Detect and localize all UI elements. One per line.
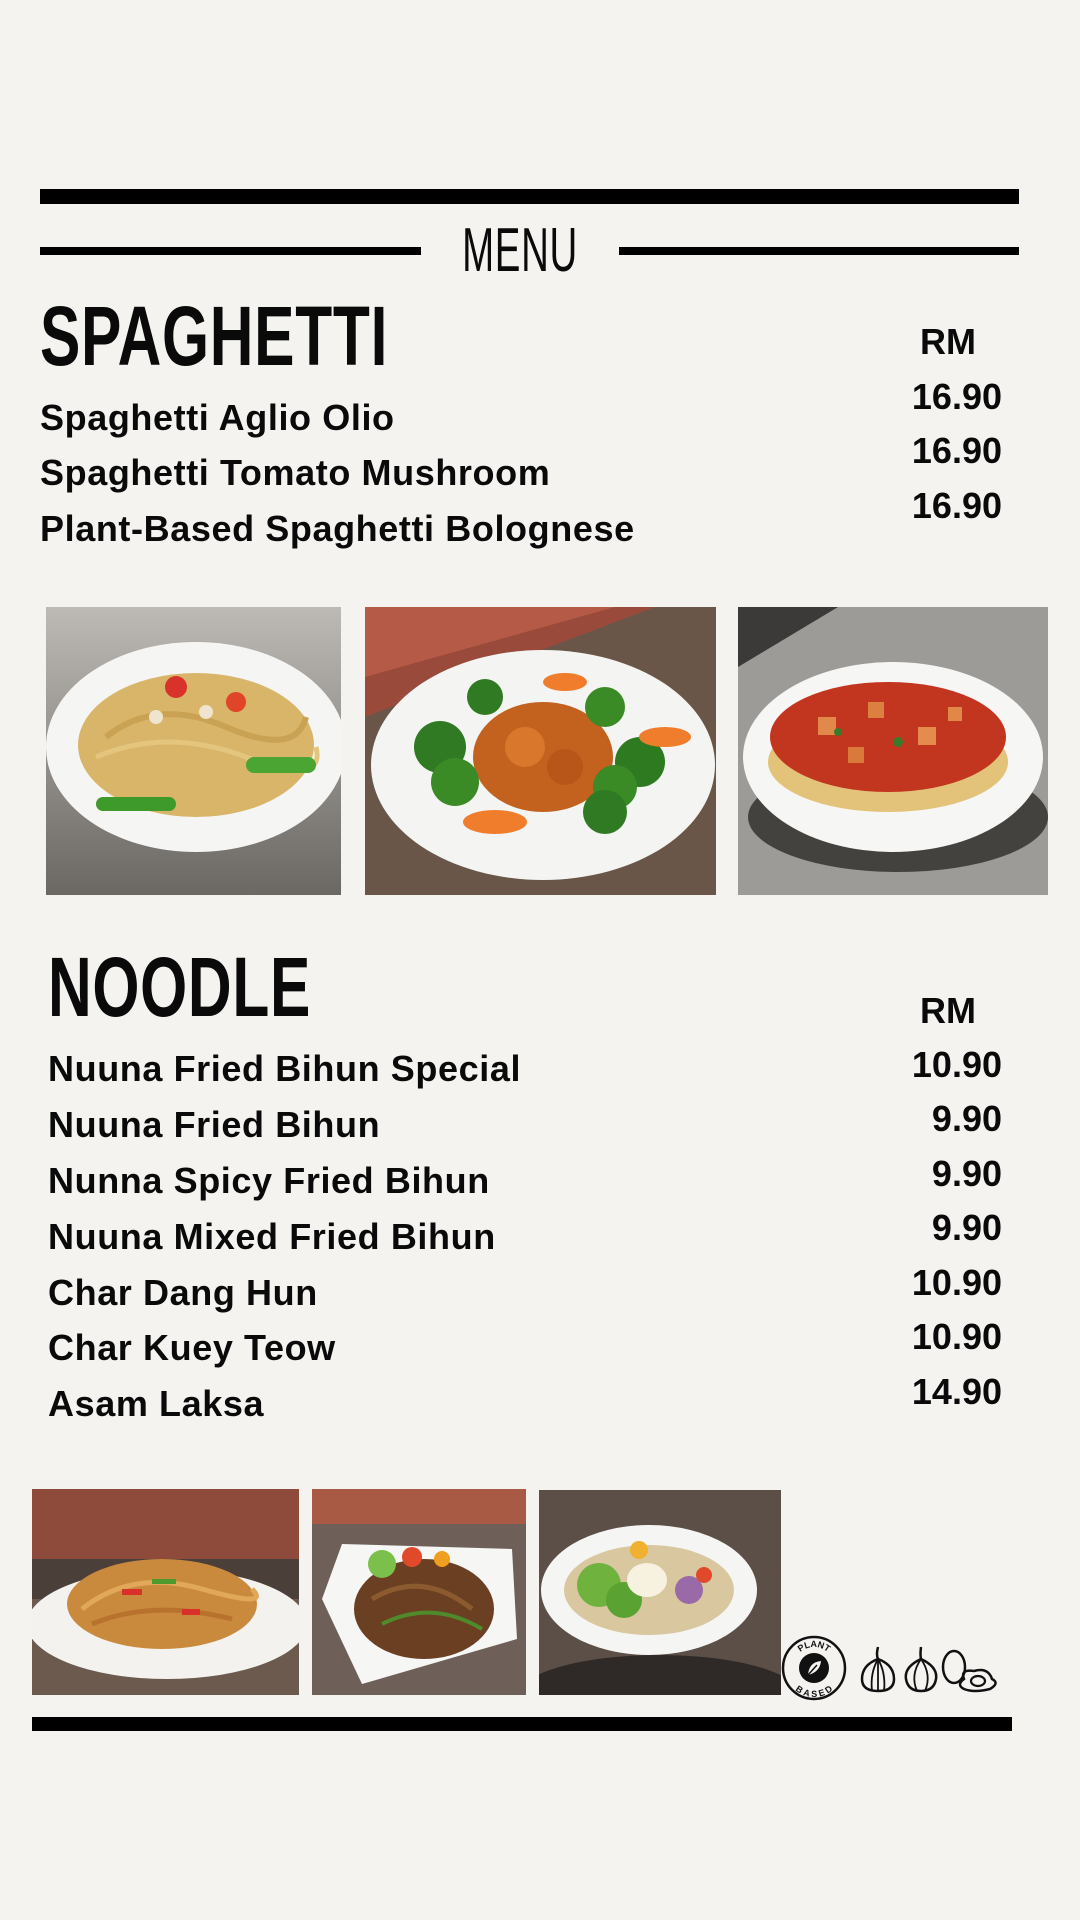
menu-item-price: 10.90	[911, 1316, 1002, 1357]
noodle-currency: RM	[920, 990, 976, 1031]
title-rule-left	[40, 247, 421, 255]
page-title: MENU	[462, 216, 578, 285]
spaghetti-currency: RM	[920, 321, 976, 362]
menu-item-price: 10.90	[911, 1262, 1002, 1303]
asam-laksa-photo	[539, 1490, 781, 1695]
onion-icon	[900, 1645, 942, 1693]
title-rule-right	[619, 247, 1019, 255]
menu-item-price: 9.90	[931, 1098, 1002, 1139]
egg-icon	[940, 1643, 1002, 1693]
menu-item-price: 16.90	[911, 485, 1002, 526]
menu-item-price: 14.90	[911, 1371, 1002, 1412]
menu-item-name: Nunna Spicy Fried Bihun	[48, 1160, 490, 1201]
menu-item-price: 16.90	[911, 430, 1002, 471]
menu-item-name: Nuuna Fried Bihun	[48, 1104, 381, 1145]
top-rule	[40, 189, 1019, 204]
badge-bottom-text: BASED	[793, 1683, 835, 1700]
bottom-rule	[32, 1717, 1012, 1731]
fried-bihun-photo	[32, 1489, 299, 1695]
menu-item-name: Spaghetti Tomato Mushroom	[40, 452, 551, 493]
plant-based-icon	[781, 1635, 847, 1701]
menu-item-name: Spaghetti Aglio Olio	[40, 397, 395, 438]
plant-based-badge	[781, 1635, 847, 1701]
menu-item-price: 10.90	[911, 1044, 1002, 1085]
menu-item-name: Char Dang Hun	[48, 1272, 318, 1313]
menu-item-name: Asam Laksa	[48, 1383, 265, 1424]
badge-top-text: PLANT	[795, 1638, 833, 1654]
menu-item-name: Nuuna Mixed Fried Bihun	[48, 1216, 496, 1257]
menu-item-name: Char Kuey Teow	[48, 1327, 336, 1368]
char-kuey-teow-photo	[312, 1489, 526, 1695]
menu-item-price: 9.90	[931, 1153, 1002, 1194]
tomato-mushroom-photo	[365, 607, 716, 895]
aglio-olio-photo	[46, 607, 341, 895]
noodle-section-title: NOODLE	[48, 940, 312, 1034]
spaghetti-section-title: SPAGHETTI	[40, 289, 389, 383]
menu-item-price: 16.90	[911, 376, 1002, 417]
menu-item-price: 9.90	[931, 1207, 1002, 1248]
bolognese-photo	[738, 607, 1048, 895]
garlic-icon	[856, 1645, 900, 1693]
menu-item-name: Nuuna Fried Bihun Special	[48, 1048, 522, 1089]
menu-item-name: Plant-Based Spaghetti Bolognese	[40, 508, 635, 549]
